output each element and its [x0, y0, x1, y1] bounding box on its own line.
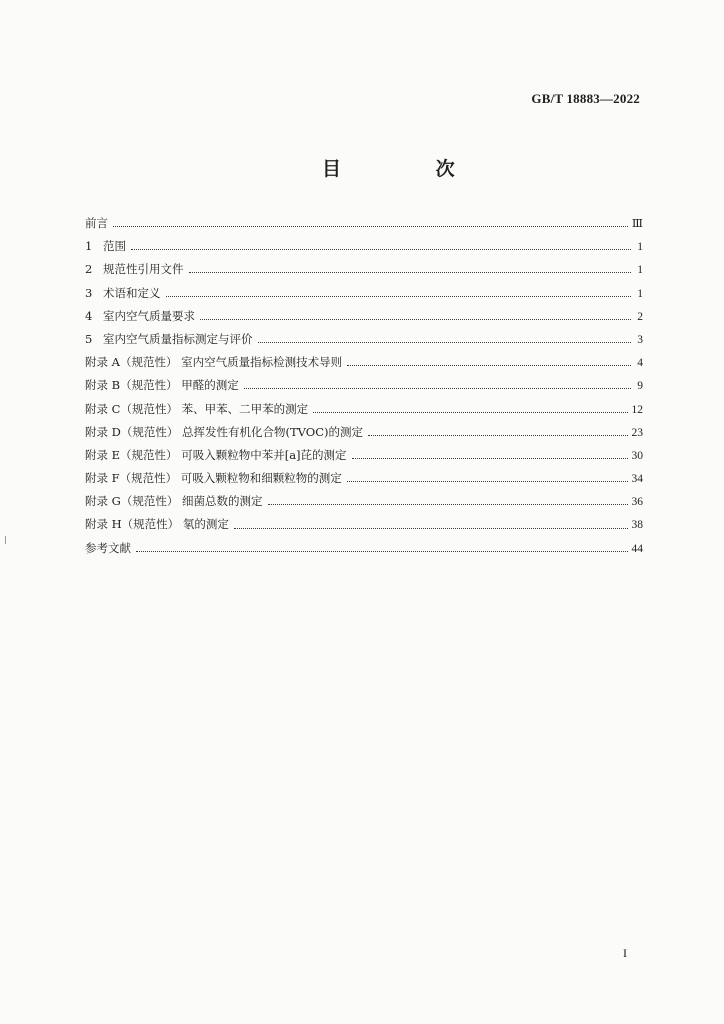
toc-dot-leader: [258, 342, 632, 343]
toc-entry-number: 5: [85, 331, 93, 346]
toc-entry-page: 2: [637, 310, 643, 323]
toc-entry-label: 附录 A（规范性） 室内空气质量指标检测技术导则: [85, 355, 343, 370]
toc-entry[interactable]: [85, 374, 643, 397]
toc-entry-number: 4: [85, 308, 93, 323]
toc-entry-label: 前言: [85, 216, 108, 230]
toc-dot-leader: [352, 458, 628, 459]
toc-entry-label: 附录 B（规范性） 甲醛的测定: [85, 378, 239, 393]
toc-entry[interactable]: [85, 328, 643, 351]
toc-entry-page: 44: [631, 542, 643, 555]
page-number: I: [623, 946, 627, 960]
toc-entry-page: 34: [631, 473, 643, 486]
toc-entry-page: 23: [631, 426, 643, 439]
toc-dot-leader: [234, 528, 628, 529]
toc-entry-label: 参考文献: [85, 540, 131, 555]
toc-entry[interactable]: [85, 513, 643, 536]
toc-entry[interactable]: [85, 490, 643, 513]
toc-entry[interactable]: [85, 351, 643, 374]
toc-entry[interactable]: [85, 212, 643, 235]
toc-entry-label: 室内空气质量指标测定与评价: [103, 331, 253, 346]
toc-entry-label: 附录 D（规范性） 总挥发性有机化合物(TVOC)的测定: [85, 424, 364, 439]
toc-dot-leader: [189, 272, 632, 273]
toc-entry-label: 范围: [103, 239, 126, 254]
toc-entry-page: 38: [631, 519, 643, 532]
toc-entry-page: 3: [637, 333, 643, 346]
toc-entry-number: 3: [85, 285, 93, 300]
toc-dot-leader: [136, 551, 628, 552]
standard-number: GB/T 18883—2022: [531, 91, 640, 106]
toc-entry-label: 附录 C（规范性） 苯、甲苯、二甲苯的测定: [85, 401, 309, 416]
toc-dot-leader: [268, 504, 628, 505]
toc-entry-number: 1: [85, 239, 93, 254]
toc-entry-number: 2: [85, 262, 93, 277]
toc-dot-leader: [131, 249, 631, 250]
toc-entry-page: 1: [637, 241, 643, 254]
toc-dot-leader: [113, 226, 628, 227]
page-title: 目 次: [322, 158, 499, 180]
toc-dot-leader: [313, 412, 627, 413]
toc-entry-label: 室内空气质量要求: [103, 308, 195, 323]
scan-mark: [5, 536, 6, 544]
table-of-contents: [85, 212, 643, 560]
toc-dot-leader: [347, 365, 631, 366]
toc-entry[interactable]: [85, 444, 643, 467]
toc-entry-label: 附录 G（规范性） 细菌总数的测定: [85, 494, 263, 509]
toc-entry-page: 1: [637, 264, 643, 277]
toc-entry[interactable]: [85, 467, 643, 490]
toc-dot-leader: [368, 435, 627, 436]
toc-entry-label: 附录 E（规范性） 可吸入颗粒物中苯并[a]芘的测定: [85, 447, 347, 462]
toc-dot-leader: [166, 296, 632, 297]
toc-entry-page: 36: [631, 496, 643, 509]
toc-dot-leader: [347, 481, 628, 482]
toc-entry[interactable]: [85, 398, 643, 421]
toc-entry-label: 附录 H（规范性） 氡的测定: [85, 517, 229, 532]
toc-entry-label: 术语和定义: [103, 285, 161, 300]
toc-entry[interactable]: [85, 282, 643, 305]
toc-entry-page: 30: [631, 449, 643, 462]
toc-entry-page: Ⅲ: [631, 218, 643, 230]
toc-entry-page: 9: [637, 380, 643, 393]
toc-entry[interactable]: [85, 421, 643, 444]
toc-dot-leader: [200, 319, 631, 320]
toc-dot-leader: [244, 388, 631, 389]
toc-entry-page: 1: [637, 287, 643, 300]
toc-entry[interactable]: [85, 537, 643, 560]
toc-entry[interactable]: [85, 235, 643, 258]
toc-entry[interactable]: [85, 258, 643, 281]
toc-entry-label: 附录 F（规范性） 可吸入颗粒物和细颗粒物的测定: [85, 471, 342, 486]
toc-entry[interactable]: [85, 305, 643, 328]
toc-entry-page: 4: [637, 357, 643, 370]
toc-entry-label: 规范性引用文件: [103, 262, 184, 277]
toc-entry-page: 12: [631, 403, 643, 416]
